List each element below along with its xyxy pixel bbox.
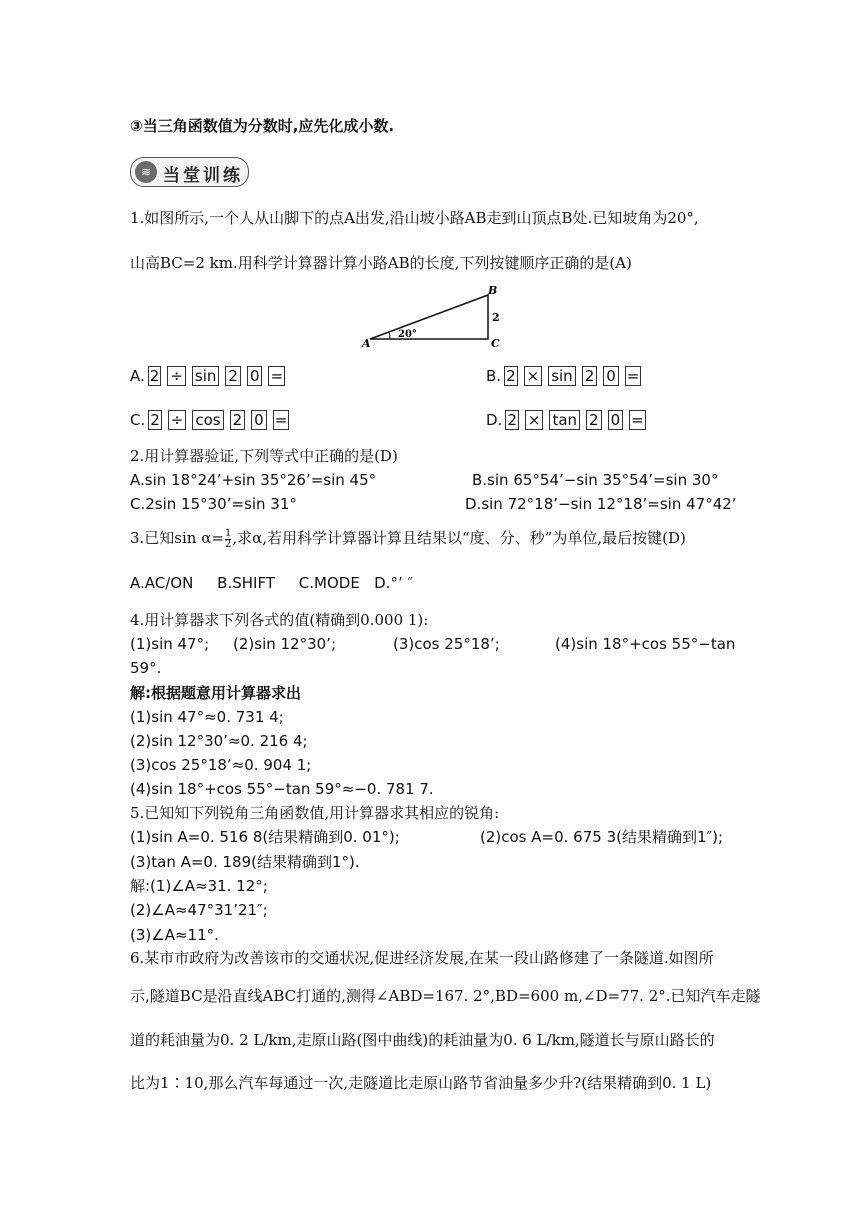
key: 2 — [582, 366, 598, 386]
key: sin — [192, 366, 220, 386]
key: 0 — [608, 410, 624, 430]
q2-stem: 2.用计算器验证,下列等式中正确的是(D) — [130, 447, 398, 465]
q5-part-2: (2)cos A=0. 675 3(结果精确到1″); — [480, 828, 724, 846]
key: × — [525, 410, 544, 430]
option-letter: B. — [486, 367, 502, 385]
key: = — [631, 411, 644, 429]
q1-option-d — [486, 410, 649, 430]
angle-arc — [389, 332, 390, 339]
q4-solution-label: 解:根据题意用计算器求出 — [130, 684, 301, 702]
q4-stem: 4.用计算器求下列各式的值(精确到0.000 1): — [130, 611, 429, 629]
section-badge — [130, 157, 249, 187]
q5-part-1: (1)sin A=0. 516 8(结果精确到0. 01°); — [130, 828, 400, 846]
q2-option-c: C.2sin 15°30’=sin 31° — [130, 495, 297, 513]
q5-answer-2: (2)∠A≈47°31’21″; — [130, 901, 268, 919]
key: = — [274, 411, 288, 429]
option-letter: A. — [130, 367, 145, 385]
fraction-numerator: 1 — [224, 527, 232, 539]
q5-stem: 5.已知知下列锐角三角函数值,用计算器求其相应的锐角: — [130, 804, 500, 822]
label-b: B — [488, 284, 498, 297]
q3-stem — [130, 528, 686, 550]
key: 2 — [150, 411, 160, 429]
q3-stem-post: ,求α,若用科学计算器计算且结果以“度、分、秒”为单位,最后按键(D) — [232, 529, 686, 547]
q4-part-4: (4)sin 18°+cos 55°−tan — [555, 635, 736, 653]
q4-part-4-cont: 59°. — [130, 659, 162, 677]
q1-line2: 山高BC=2 km.用科学计算器计算小路AB的长度,下列按键顺序正确的是(A) — [130, 254, 632, 272]
label-c: C — [491, 337, 500, 349]
option-letter: C. — [130, 411, 146, 429]
fraction-one-half — [225, 529, 231, 550]
q2-option-a: A.sin 18°24’+sin 35°26’=sin 45° — [130, 471, 377, 489]
key: cos — [192, 410, 223, 430]
q5-answer-1: 解:(1)∠A≈31. 12°; — [130, 877, 268, 895]
key: = — [270, 367, 284, 385]
q4-answer-4: (4)sin 18°+cos 55°−tan 59°≈−0. 781 7. — [130, 780, 434, 798]
q6-line1: 6.某市市政府为改善该市的交通状况,促进经济发展,在某一段山路修建了一条隧道.如图所 — [130, 949, 714, 967]
q4-part-2: (2)sin 12°30’; — [233, 635, 337, 653]
key: 0 — [251, 410, 267, 430]
key: 2 — [230, 410, 246, 430]
label-a: A — [362, 337, 371, 349]
key: 2 — [506, 367, 516, 385]
key: tan — [549, 410, 580, 430]
key: 2 — [586, 410, 602, 430]
key: ÷ — [168, 410, 187, 430]
q4-answer-1: (1)sin 47°≈0. 731 4; — [130, 708, 284, 726]
q6-line3: 道的耗油量为0. 2 L/km,走原山路(图中曲线)的耗油量为0. 6 L/km,隧道长与原山路长的 — [130, 1031, 715, 1049]
tip-3: ③当三角函数值为分数时,应先化成小数. — [130, 117, 395, 135]
fraction-denominator: 2 — [224, 538, 232, 550]
key: 2 — [149, 367, 160, 385]
option-letter: D. — [486, 411, 503, 429]
label-angle-20: 20° — [398, 329, 417, 340]
slope-triangle-figure — [360, 283, 510, 349]
key: ÷ — [167, 366, 186, 386]
q1-option-b — [486, 366, 644, 386]
training-icon: ≋ — [135, 161, 157, 183]
q2-option-b: B.sin 65°54’−sin 35°54’=sin 30° — [472, 471, 719, 489]
q5-answer-3: (3)∠A≈11°. — [130, 926, 219, 944]
q1-line1: 1.如图所示,一个人从山脚下的点A出发,沿山坡小路AB走到山顶点B处.已知坡角为20°, — [130, 209, 699, 227]
key: 2 — [507, 411, 517, 429]
q3-stem-pre: 3.已知sin α= — [130, 529, 224, 547]
q2-option-d: D.sin 72°18’−sin 12°18’=sin 47°42’ — [465, 495, 737, 513]
q5-part-3: (3)tan A=0. 189(结果精确到1°). — [130, 853, 360, 871]
q6-line4: 比为1∶10,那么汽车每通过一次,走隧道比走原山路节省油量多少升?(结果精确到0. 1 L) — [130, 1074, 712, 1092]
label-side-2: 2 — [492, 311, 500, 324]
key: × — [524, 366, 543, 386]
q4-answer-3: (3)cos 25°18’≈0. 904 1; — [130, 756, 312, 774]
key: 0 — [603, 366, 619, 386]
section-title: 当堂训练 — [163, 166, 243, 186]
triangle-abc — [370, 295, 488, 339]
q3-options: A.AC/ON B.SHIFT C.MODE D.°’ ″ — [130, 574, 414, 592]
q1-option-c — [130, 410, 292, 430]
q4-answer-2: (2)sin 12°30’≈0. 216 4; — [130, 732, 308, 750]
q1-option-a — [130, 366, 288, 386]
key: 0 — [247, 366, 263, 386]
key: 2 — [225, 366, 241, 386]
key: = — [626, 367, 640, 385]
q4-part-3: (3)cos 25°18’; — [393, 635, 500, 653]
q6-line2: 示,隧道BC是沿直线ABC打通的,测得∠ABD=167. 2°,BD=600 m,∠D=77. 2°.已知汽车走隧 — [130, 987, 761, 1005]
key: sin — [548, 366, 576, 386]
q4-part-1: (1)sin 47°; — [130, 635, 210, 653]
